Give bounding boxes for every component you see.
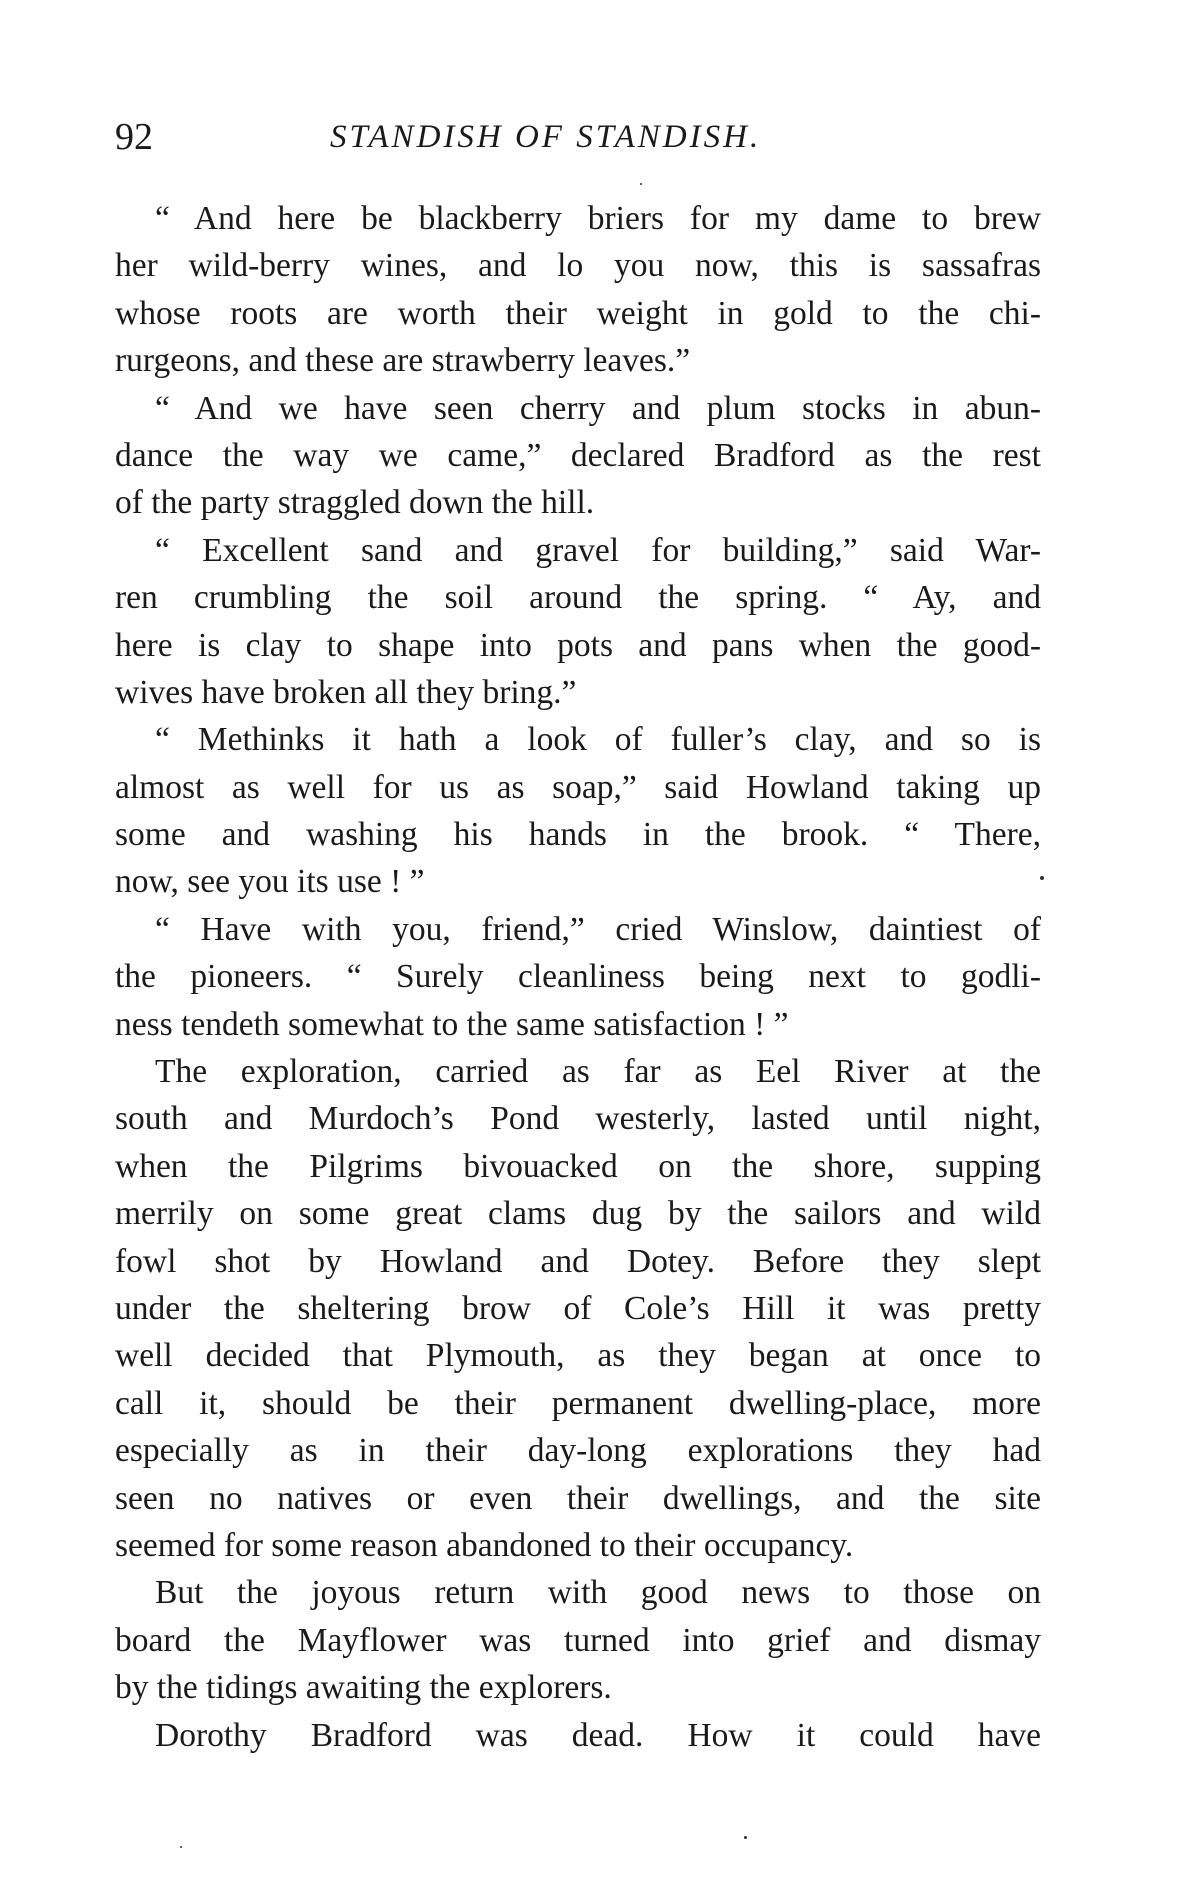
print-speck bbox=[744, 1836, 747, 1839]
print-speck bbox=[640, 183, 642, 185]
text-line: “ Have with you, friend,” cried Winslow, daintiest of bbox=[155, 910, 1041, 948]
text-line: dance the way we came,” declared Bradford as the rest bbox=[115, 436, 1041, 474]
running-title: STANDISH OF STANDISH. bbox=[330, 119, 762, 155]
text-line: under the sheltering brow of Cole’s Hill it was pretty bbox=[115, 1289, 1041, 1327]
text-line: “ Excellent sand and gravel for building,” said War- bbox=[155, 531, 1041, 569]
text-line: whose roots are worth their weight in gold to the chi- bbox=[115, 294, 1041, 332]
text-line: the pioneers. “ Surely cleanliness being next to godli- bbox=[115, 958, 1041, 996]
text-line: especially as in their day-long explorations they had bbox=[115, 1432, 1041, 1470]
text-line: rurgeons, and these are strawberry leaves.” bbox=[115, 342, 691, 380]
text-line: But the joyous return with good news to those on bbox=[155, 1574, 1041, 1612]
text-line: by the tidings awaiting the explorers. bbox=[115, 1669, 612, 1707]
text-line: merrily on some great clams dug by the sailors and wild bbox=[115, 1195, 1041, 1233]
text-line: almost as well for us as soap,” said Howland taking up bbox=[115, 768, 1041, 806]
text-line: call it, should be their permanent dwelling-place, more bbox=[115, 1384, 1041, 1422]
running-head bbox=[115, 114, 1041, 160]
text-line: Dorothy Bradford was dead. How it could have bbox=[155, 1716, 1041, 1754]
page-number: 92 bbox=[115, 116, 153, 158]
text-line: seemed for some reason abandoned to their occupancy. bbox=[115, 1526, 854, 1564]
text-line: well decided that Plymouth, as they began at once to bbox=[115, 1337, 1041, 1375]
text-line: fowl shot by Howland and Dotey. Before they slept bbox=[115, 1242, 1041, 1280]
text-line: “ And here be blackberry briers for my dame to brew bbox=[155, 200, 1041, 237]
text-line: here is clay to shape into pots and pans when the good- bbox=[115, 626, 1041, 664]
print-speck bbox=[1040, 876, 1044, 880]
text-line: some and washing his hands in the brook. “ There, bbox=[115, 816, 1041, 854]
text-line: wives have broken all they bring.” bbox=[115, 673, 577, 711]
text-line: her wild-berry wines, and lo you now, this is sassafras bbox=[115, 247, 1041, 285]
text-line: of the party straggled down the hill. bbox=[115, 484, 595, 522]
text-line: seen no natives or even their dwellings, and the site bbox=[115, 1479, 1041, 1517]
body-text bbox=[115, 195, 1041, 1759]
text-line: ness tendeth somewhat to the same satisfaction ! ” bbox=[115, 1005, 789, 1043]
text-line: ren crumbling the soil around the spring. “ Ay, and bbox=[115, 579, 1041, 617]
text-line: “ Methinks it hath a look of fuller’s clay, and so is bbox=[155, 721, 1041, 759]
text-line: when the Pilgrims bivouacked on the shore, supping bbox=[115, 1147, 1041, 1185]
text-line: now, see you its use ! ” bbox=[115, 863, 425, 901]
print-speck bbox=[180, 1846, 182, 1848]
text-line: “ And we have seen cherry and plum stocks in abun- bbox=[155, 389, 1041, 427]
text-line: south and Murdoch’s Pond westerly, lasted until night, bbox=[115, 1100, 1041, 1138]
text-line: board the Mayflower was turned into grief and dismay bbox=[115, 1621, 1041, 1659]
text-line: The exploration, carried as far as Eel River at the bbox=[155, 1053, 1041, 1091]
